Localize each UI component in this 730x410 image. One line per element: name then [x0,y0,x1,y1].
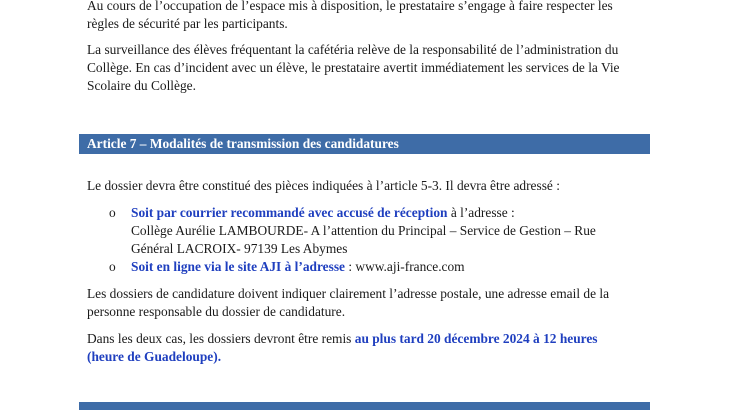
paragraph-deadline [87,330,647,366]
bullet-online-emphasis: Soit en ligne via le site AJI à l’adresse [131,259,345,274]
bullet-mail-address-line: Collège Aurélie LAMBOURDE- A l’attention du Principal – Service de Gestion – Rue [131,223,596,238]
paragraph-line: Les dossiers de candidature doivent indiquer clairement l’adresse postale, une adresse email de la [87,286,610,301]
paragraph-safety-rules [87,0,647,33]
bullet-mail-address-line: Général LACROIX- 97139 Les Abymes [131,241,348,256]
paragraph-supervision [87,41,647,95]
deadline-timezone: (heure de Guadeloupe). [87,349,222,364]
paragraph-application-info [87,285,647,321]
bullet-marker: o [109,205,116,220]
bullet-online-line [131,258,647,276]
bullet-mail-line [131,204,647,222]
deadline-text: Dans les deux cas, les dossiers devront être remis [87,331,355,346]
deadline-date: au plus tard 20 décembre 2024 à 12 heures [354,331,598,346]
paragraph-intro: Le dossier devra être constitué des pièces indiquées à l’article 5-3. Il devra être adressé : [87,178,560,193]
bullet-mail-rest: à l’adresse : [447,205,515,220]
bullet-item-mail [0,204,730,258]
next-article-header [79,402,650,410]
paragraph-line: Scolaire du Collège. [87,78,196,93]
bullet-marker: o [109,259,116,274]
paragraph-line: La surveillance des élèves fréquentant la cafétéria relève de la responsabilité de l’administration du [87,42,619,57]
bullet-mail-emphasis: Soit par courrier recommandé avec accusé de réception [131,205,448,220]
bullet-item-online [0,258,730,276]
article-7-header [79,134,650,154]
paragraph-line: personne responsable du dossier de candidature. [87,304,346,319]
paragraph-line: Au cours de l’occupation de l’espace mis à disposition, le prestataire s’engage à faire respecter les [87,0,613,13]
paragraph-line: Collège. En cas d’incident avec un élève, le prestataire avertit immédiatement les services de la Vie [87,60,620,75]
paragraph-line: règles de sécurité par les participants. [87,16,288,31]
article-7-title: Article 7 – Modalités de transmission des candidatures [87,136,399,151]
bullet-online-rest: : www.aji-france.com [345,259,465,274]
